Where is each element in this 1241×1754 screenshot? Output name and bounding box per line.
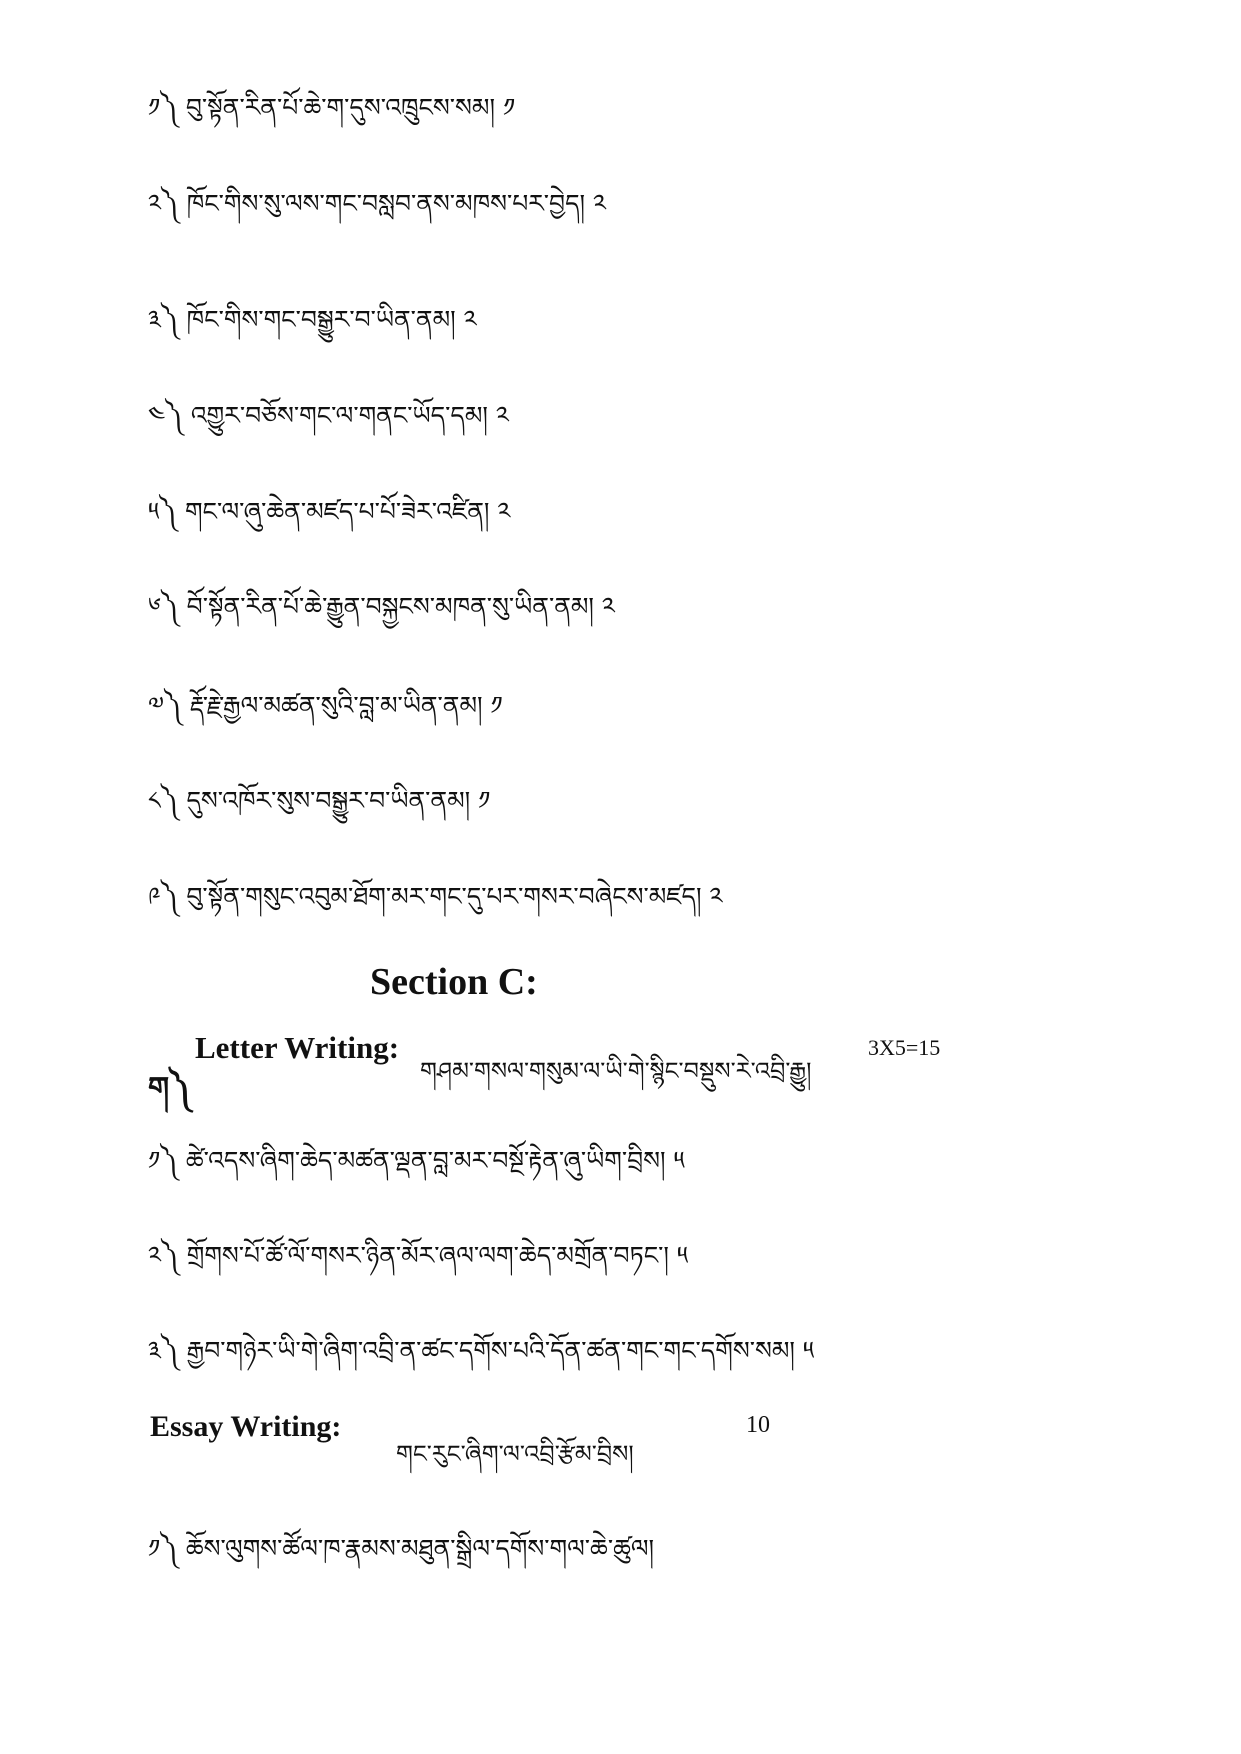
question-3: ༣༽ ཁོང་གིས་གང་བསྒྱུར་བ་ཡིན་ནམ། ༢ bbox=[148, 305, 477, 334]
section-c-heading: Section C: bbox=[370, 961, 538, 1003]
question-5: ༥༽ གང་ལ་ཞུ་ཆེན་མཛད་པ་པོ་ཟེར་འཛིན། ༢ bbox=[148, 497, 511, 526]
question-4: ༤༽ འགྱུར་བཅོས་གང་ལ་གནང་ཡོད་དམ། ༢ bbox=[148, 401, 509, 430]
question-6: ༦༽ བོ་སྟོན་རིན་པོ་ཆེ་རྒྱུན་བསྐྱངས་མཁན་སུ་ཡིན་ནམ། ༢ bbox=[148, 592, 615, 621]
essay-writing-label: Essay Writing: bbox=[150, 1410, 342, 1443]
essay-writing-marks: 10 bbox=[746, 1412, 770, 1438]
question-1: ༡༽ བུ་སྟོན་རིན་པོ་ཆེ་ག་དུས་འཁྲུངས་སམ། ༡ bbox=[148, 93, 516, 122]
question-7: ༧༽ རྡོ་རྗེ་རྒྱལ་མཚན་སུའི་བླ་མ་ཡིན་ནམ། ༡ bbox=[148, 691, 503, 720]
letter-item-2: ༢༽ གྲོགས་པོ་ཚོ་ལོ་གསར་ཉིན་མོར་ཞལ་ལག་ཆེད་མགྲོན་བཏང་། ༥ bbox=[148, 1241, 689, 1270]
question-9: ༩༽ བུ་སྟོན་གསུང་འབུམ་ཐོག་མར་གང་དུ་པར་གསར་བཞེངས་མཛད། ༢ bbox=[148, 882, 723, 911]
letter-writing-instruction: གཤམ་གསལ་གསུམ་ལ་ཡི་གེ་སྙིང་བསྡུས་རེ་འབྲི་རྒྱུ། bbox=[420, 1057, 812, 1085]
letter-item-1: ༡༽ ཚེ་འདས་ཞིག་ཆེད་མཚན་ལྡན་བླ་མར་བསྔོ་རྟེན་ཞུ་ཡིག་བྲིས། ༥ bbox=[148, 1146, 685, 1175]
question-2: ༢༽ ཁོང་གིས་སུ་ལས་གང་བསླབ་ནས་མཁས་པར་བྱེད། ༢ bbox=[148, 189, 606, 218]
essay-item-1: ༡༽ ཆོས་ལུགས་ཚོལ་ཁ་རྣམས་མཐུན་སྒྲིལ་དགོས་གལ་ཆེ་ཚུལ། bbox=[148, 1534, 655, 1563]
letter-writing-marker: ག༽ bbox=[148, 1071, 191, 1106]
letter-writing-marks: 3X5=15 bbox=[868, 1035, 941, 1060]
letter-item-3: ༣༽ རྒྱབ་གཉེར་ཡི་གེ་ཞིག་འབྲི་ན་ཚང་དགོས་པའི་དོན་ཚན་གང་གང་དགོས་སམ། ༥ bbox=[148, 1336, 815, 1365]
essay-writing-instruction: གང་རུང་ཞིག་ལ་འབྲི་རྩོམ་བྲིས། bbox=[396, 1440, 634, 1468]
letter-writing-label: Letter Writing: bbox=[195, 1030, 400, 1065]
question-8: ༨༽ དུས་འཁོར་སུས་བསྒྱུར་བ་ཡིན་ནམ། ༡ bbox=[148, 786, 491, 815]
